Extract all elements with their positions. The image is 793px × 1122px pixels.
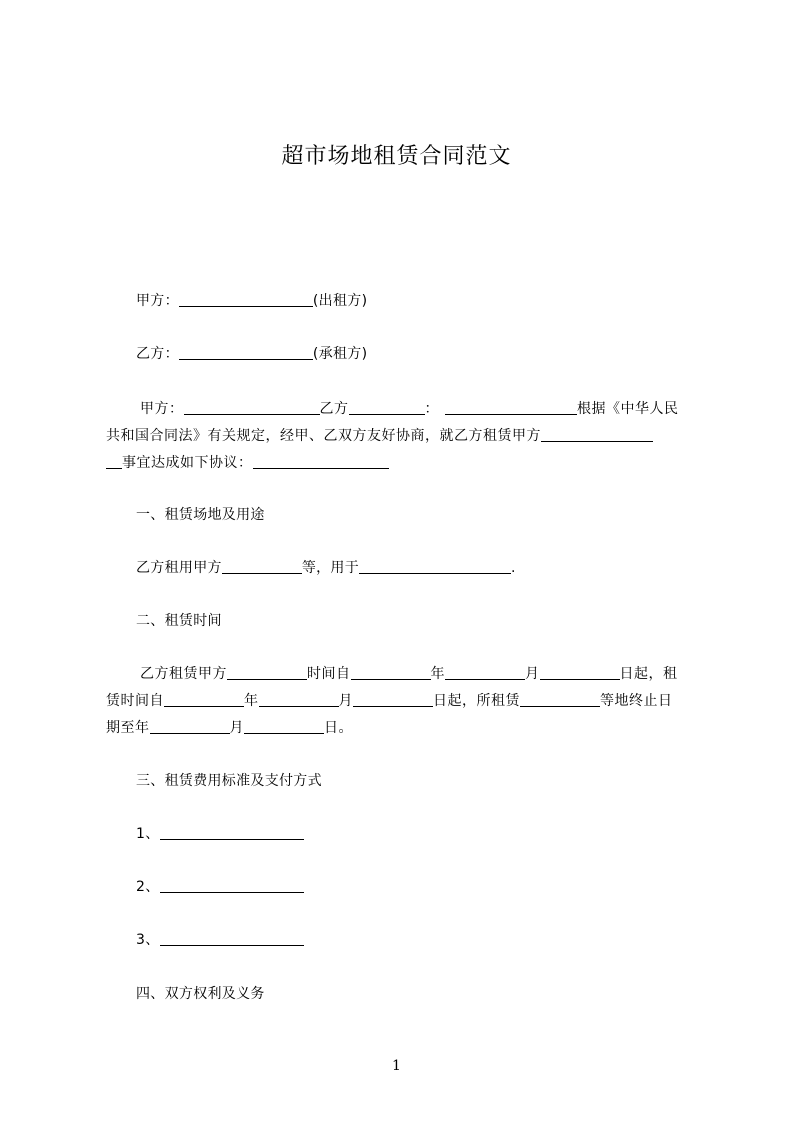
section-2-line-3 bbox=[106, 718, 353, 738]
section-2-blank-2 bbox=[351, 665, 431, 680]
intro-blank-2 bbox=[349, 400, 425, 415]
section-2-text-3a: 期至年 bbox=[106, 720, 150, 736]
section-2-blank-1 bbox=[227, 665, 307, 680]
section-3-item-2 bbox=[136, 877, 304, 897]
section-2-blank-6 bbox=[259, 692, 339, 707]
section-3-item-3-number: 3、 bbox=[136, 932, 160, 948]
section-2-text-1c: 年 bbox=[430, 666, 445, 682]
section-2-text-2a: 赁时间自 bbox=[106, 693, 164, 709]
section-2-blank-8 bbox=[520, 692, 600, 707]
party-a-line bbox=[136, 291, 367, 311]
intro-blank-6 bbox=[253, 454, 389, 469]
intro-party-a-label: 甲方： bbox=[140, 401, 184, 417]
intro-line-3 bbox=[106, 453, 389, 473]
section-2-blank-3 bbox=[445, 665, 525, 680]
document-title: 超市场地租赁合同范文 bbox=[281, 144, 512, 169]
section-2-text-1b: 时间自 bbox=[307, 666, 351, 682]
section-3-item-2-number: 2、 bbox=[136, 879, 160, 895]
section-2-blank-5 bbox=[164, 692, 244, 707]
section-3-item-1-number: 1、 bbox=[136, 826, 160, 842]
party-b-suffix: (承租方) bbox=[312, 346, 368, 362]
intro-basis-text: 根据《中华人民 bbox=[577, 401, 679, 417]
section-2-text-2c: 月 bbox=[338, 693, 353, 709]
section-3-item-3-blank bbox=[160, 931, 304, 946]
section-3-item-1 bbox=[136, 824, 304, 844]
intro-text-2: 共和国合同法》有关规定，经甲、乙双方友好协商，就乙方租赁甲方 bbox=[106, 428, 541, 444]
section-2-text-2b: 年 bbox=[244, 693, 259, 709]
party-a-suffix: (出租方) bbox=[312, 293, 368, 309]
section-2-text-1e: 日起，租 bbox=[619, 666, 678, 682]
section-2-text-3c: 日。 bbox=[324, 720, 353, 736]
section-2-blank-4 bbox=[540, 665, 620, 680]
party-a-blank bbox=[179, 292, 313, 307]
section-2-blank-7 bbox=[353, 692, 433, 707]
section-3-item-3 bbox=[136, 930, 304, 950]
section-2-heading: 二、租赁时间 bbox=[136, 613, 222, 629]
section-1-text-2: 等，用于 bbox=[301, 560, 360, 576]
section-2-text-1d: 月 bbox=[525, 666, 540, 682]
intro-blank-3 bbox=[445, 400, 577, 415]
party-a-label: 甲方： bbox=[136, 293, 179, 309]
party-b-blank bbox=[179, 345, 313, 360]
party-b-label: 乙方： bbox=[136, 346, 179, 362]
intro-blank-4 bbox=[541, 427, 653, 442]
section-2-text-1a: 乙方租赁甲方 bbox=[140, 666, 227, 682]
intro-blank-1 bbox=[184, 400, 320, 415]
section-1-text-1: 乙方租用甲方 bbox=[136, 560, 222, 576]
section-3-heading: 三、租赁费用标准及支付方式 bbox=[136, 773, 322, 789]
section-2-text-2e: 等地终止日 bbox=[600, 693, 673, 709]
section-2-line-1 bbox=[140, 664, 678, 684]
section-2-text-2d: 日起，所租赁 bbox=[433, 693, 520, 709]
page-number: 1 bbox=[392, 1058, 401, 1074]
section-3-item-1-blank bbox=[160, 825, 304, 840]
section-1-line bbox=[136, 558, 516, 578]
section-1-heading: 一、租赁场地及用途 bbox=[136, 507, 265, 523]
intro-colon: ： bbox=[424, 401, 439, 417]
section-1-blank-1 bbox=[222, 559, 302, 574]
section-2-text-3b: 月 bbox=[229, 720, 244, 736]
intro-party-b-label: 乙方 bbox=[319, 401, 349, 417]
section-2-line-2 bbox=[106, 691, 673, 711]
party-b-line bbox=[136, 344, 367, 364]
section-1-blank-2 bbox=[359, 559, 511, 574]
section-1-period: . bbox=[511, 560, 516, 576]
section-3-item-2-blank bbox=[160, 878, 304, 893]
intro-blank-5 bbox=[106, 454, 122, 469]
intro-text-3: 事宜达成如下协议： bbox=[122, 455, 253, 471]
intro-line-2 bbox=[106, 426, 653, 446]
intro-line-1 bbox=[140, 399, 679, 419]
section-2-blank-10 bbox=[244, 719, 324, 734]
section-4-heading: 四、双方权利及义务 bbox=[136, 986, 265, 1002]
section-2-blank-9 bbox=[150, 719, 230, 734]
